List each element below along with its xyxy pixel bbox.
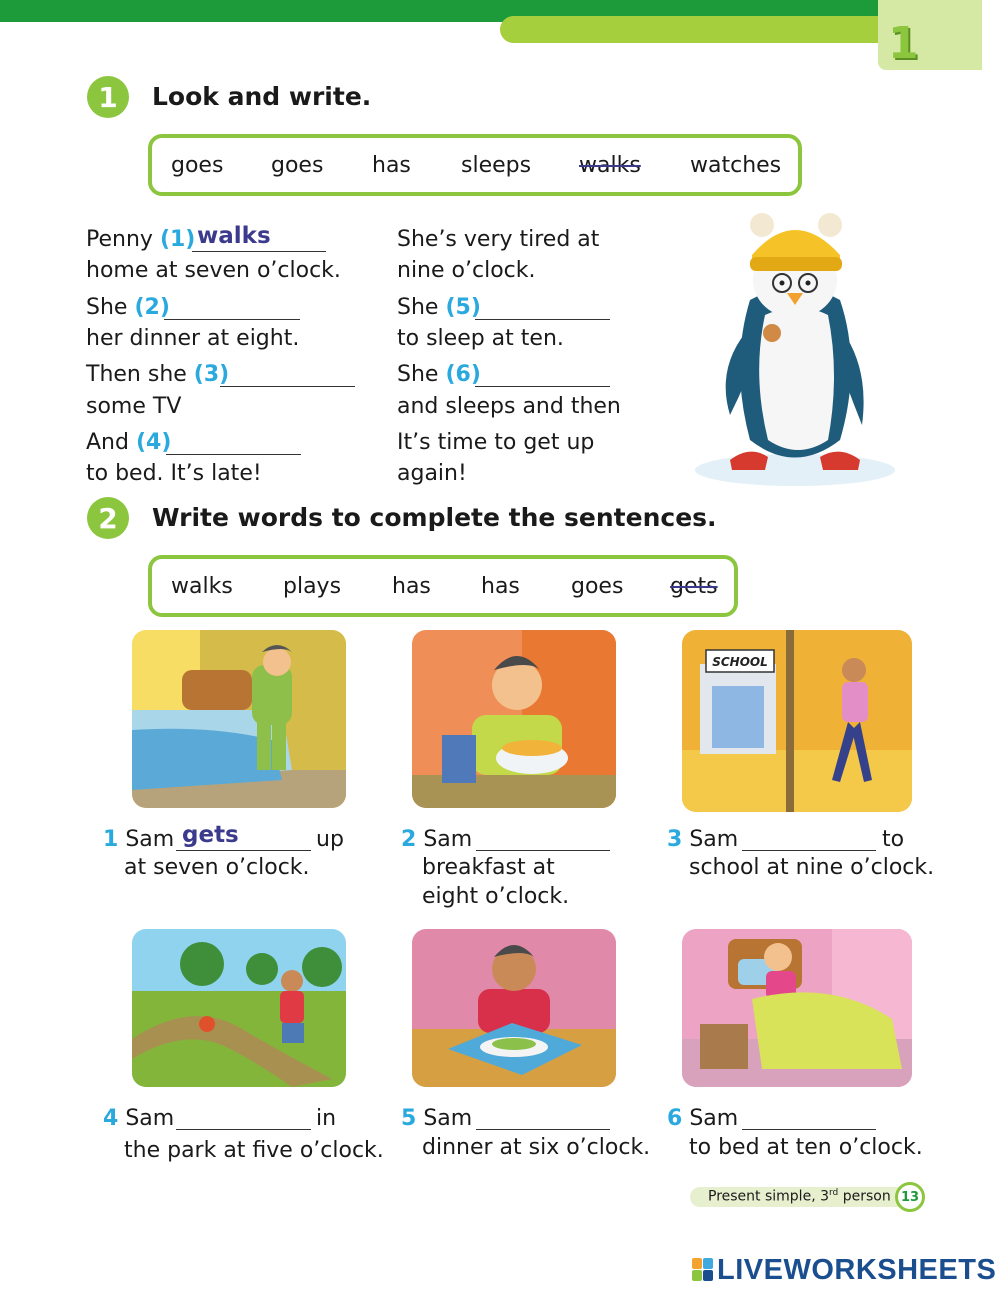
- word-bank-word: has: [392, 574, 431, 599]
- ex1-line-6a: She (6): [397, 362, 481, 387]
- ex2-item-2-line1: 2 Sam: [401, 827, 473, 852]
- ex1-line-2a: She (2): [86, 295, 170, 320]
- ex1-blank-1[interactable]: [192, 251, 326, 252]
- school-sign: SCHOOL: [712, 655, 768, 669]
- liveworksheets-logo-text: LIVEWORKSHEETS: [717, 1253, 997, 1286]
- ex2-item-1-after: up: [316, 827, 344, 852]
- ex1-line-2b: her dinner at eight.: [86, 326, 300, 351]
- word-bank-word: walks: [171, 574, 233, 599]
- ex1-line-4b: to bed. It’s late!: [86, 461, 262, 486]
- word-bank-word-crossed: gets: [670, 574, 718, 599]
- picture-dinner: [412, 929, 616, 1087]
- ex2-blank-3[interactable]: [742, 850, 876, 851]
- ex2-item-3-line2: school at nine o’clock.: [689, 855, 935, 880]
- picture-school: [682, 630, 912, 812]
- liveworksheets-logo-icon: [692, 1258, 714, 1282]
- ex2-blank-5[interactable]: [476, 1129, 610, 1130]
- ex2-item-4-after: in: [316, 1106, 337, 1131]
- ex1-line-r7b: again!: [397, 461, 467, 486]
- exercise-1-title: Look and write.: [152, 82, 372, 111]
- ex1-line-r1b: nine o’clock.: [397, 258, 536, 283]
- ex1-blank-6[interactable]: [475, 386, 610, 387]
- word-bank-word: plays: [283, 574, 342, 599]
- ex1-line-r7a: It’s time to get up: [397, 430, 595, 455]
- ex2-blank-2[interactable]: [476, 850, 610, 851]
- ex1-line-6b: and sleeps and then: [397, 394, 621, 419]
- ex2-answer-1[interactable]: gets: [182, 822, 239, 848]
- ex1-line-5a: She (5): [397, 295, 481, 320]
- ex1-line-1b: home at seven o’clock.: [86, 258, 341, 283]
- unit-number: 1: [888, 18, 919, 69]
- word-bank-1: [148, 134, 802, 196]
- word-bank-word: goes: [171, 153, 224, 178]
- ex2-item-6-line2: to bed at ten o’clock.: [689, 1135, 923, 1160]
- exercise-2-title: Write words to complete the sentences.: [152, 503, 717, 532]
- ex2-item-4-line2: the park at five o’clock.: [124, 1138, 384, 1163]
- ex2-item-6-line1: 6 Sam: [667, 1106, 739, 1131]
- ex2-blank-1[interactable]: [176, 850, 311, 851]
- word-bank-word: sleeps: [461, 153, 532, 178]
- ex2-item-5-line2: dinner at six o’clock.: [422, 1135, 651, 1160]
- ex2-item-3-after: to: [882, 827, 905, 852]
- liveworksheets-logo[interactable]: [692, 1254, 996, 1286]
- picture-bed: [682, 929, 912, 1087]
- ex1-blank-4[interactable]: [166, 454, 301, 455]
- top-bar-accent: [500, 16, 900, 43]
- word-bank-word: has: [481, 574, 520, 599]
- ex2-item-3-line1: 3 Sam: [667, 827, 739, 852]
- exercise-1-number: 1: [87, 76, 129, 118]
- ex1-line-r1a: She’s very tired at: [397, 227, 600, 252]
- ex2-item-2-line3: eight o’clock.: [422, 884, 570, 909]
- ex1-line-3a: Then she (3): [86, 362, 230, 387]
- ex1-line-3b: some TV: [86, 394, 182, 419]
- ex2-blank-4[interactable]: [176, 1129, 311, 1130]
- picture-park: [132, 929, 346, 1087]
- ex1-line-1a: Penny (1): [86, 227, 196, 252]
- ex1-blank-2[interactable]: [164, 319, 300, 320]
- ex1-answer-1[interactable]: walks: [197, 223, 271, 249]
- ex1-blank-5[interactable]: [475, 319, 610, 320]
- topic-label: Present simple, 3rd person: [708, 1188, 891, 1205]
- ex2-blank-6[interactable]: [742, 1129, 876, 1130]
- word-bank-word: watches: [690, 153, 782, 178]
- ex2-item-4-line1: 4 Sam: [103, 1106, 175, 1131]
- ex1-blank-3[interactable]: [220, 386, 355, 387]
- word-bank-word: goes: [271, 153, 324, 178]
- picture-breakfast: [412, 630, 616, 808]
- ex1-line-4a: And (4): [86, 430, 172, 455]
- word-bank-2: [148, 555, 738, 617]
- ex2-item-1-line1: 1 Sam: [103, 827, 175, 852]
- ex2-item-5-line1: 5 Sam: [401, 1106, 473, 1131]
- word-bank-word-crossed: walks: [579, 153, 641, 178]
- penguin-illustration: [690, 205, 900, 490]
- ex2-item-1-line2: at seven o’clock.: [124, 855, 310, 880]
- picture-getting-up: [132, 630, 346, 808]
- exercise-2-number: 2: [87, 497, 129, 539]
- ex2-item-2-line2: breakfast at: [422, 855, 555, 880]
- page-number: 13: [895, 1182, 925, 1212]
- word-bank-word: has: [372, 153, 411, 178]
- word-bank-word: goes: [571, 574, 624, 599]
- ex1-line-5b: to sleep at ten.: [397, 326, 564, 351]
